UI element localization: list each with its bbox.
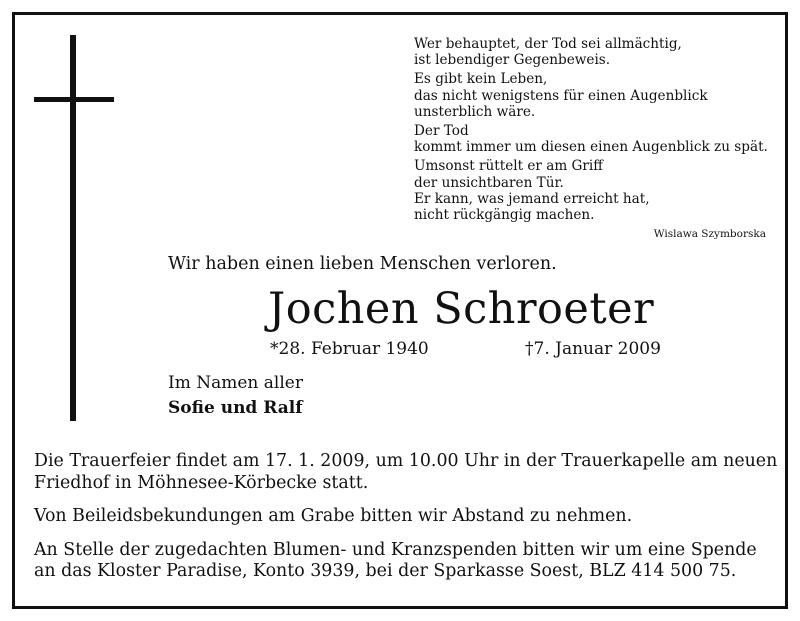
poem-line: kommt immer um diesen einen Augenblick zu spät. [414, 139, 768, 156]
poem [414, 36, 769, 226]
poem-stanza [414, 158, 769, 223]
poem-line: Umsonst rüttelt er am Griff [414, 158, 603, 175]
poem-line: das nicht wenigstens für einen Augenblick [414, 87, 708, 104]
intro-text: Wir haben einen lieben Menschen verloren. [168, 254, 557, 274]
mourners-intro: Im Namen aller [168, 373, 303, 393]
notice-line: Von Beileidsbekundungen am Grabe bitten wir Abstand zu nehmen. [34, 506, 633, 526]
death-date: †7. Januar 2009 [525, 339, 661, 359]
poem-line: der unsichtbaren Tür. [414, 174, 564, 191]
notice-line: an das Kloster Paradise, Konto 3939, bei der Sparkasse Soest, BLZ 414 500 75. [34, 561, 737, 581]
poem-line: Der Tod [414, 123, 469, 140]
poem-line: ist lebendiger Gegenbeweis. [414, 52, 611, 69]
notices [34, 451, 778, 595]
cross-vertical-bar [70, 35, 76, 421]
mourners-names: Sofie und Ralf [168, 398, 303, 418]
funeral-notice [34, 451, 778, 494]
deceased-name: Jochen Schroeter [268, 284, 655, 334]
poem-author: Wislawa Szymborska [653, 228, 766, 240]
notice-line: An Stelle der zugedachten Blumen- und Kranzspenden bitten wir um eine Spende [34, 539, 757, 560]
donation-notice [34, 540, 774, 583]
cross-horizontal-bar [34, 97, 114, 102]
poem-line: Er kann, was jemand erreicht hat, [414, 190, 650, 207]
poem-line: nicht rückgängig machen. [414, 207, 595, 224]
poem-stanza [414, 71, 769, 120]
poem-stanza [414, 123, 769, 155]
birth-date: *28. Februar 1940 [270, 339, 429, 359]
condolence-notice [34, 506, 774, 528]
poem-line: Wer behauptet, der Tod sei allmächtig, [414, 36, 682, 52]
poem-line: Es gibt kein Leben, [414, 71, 548, 88]
poem-line: unsterblich wäre. [414, 103, 536, 120]
notice-line: Die Trauerfeier findet am 17. 1. 2009, um 10.00 Uhr in der Trauerkapelle am neuen [34, 451, 778, 471]
notice-line: Friedhof in Möhnesee-Körbecke statt. [34, 472, 369, 493]
poem-stanza [414, 36, 769, 68]
